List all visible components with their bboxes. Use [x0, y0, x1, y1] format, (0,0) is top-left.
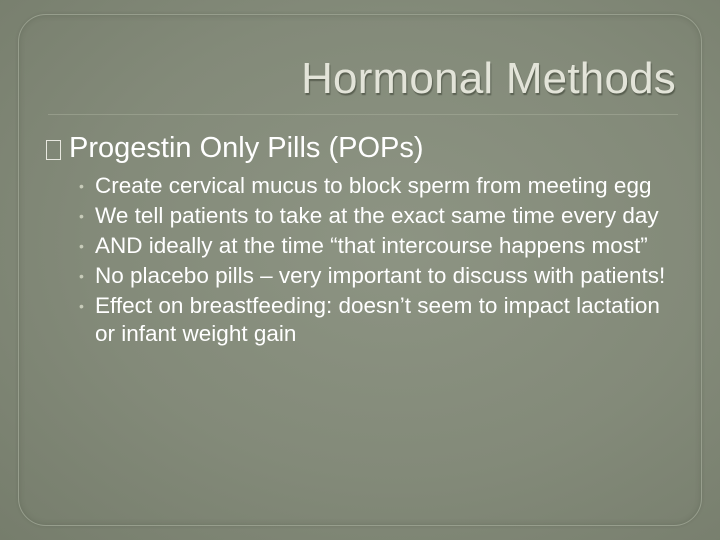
sub-bullet-item	[76, 292, 676, 348]
sub-bullet-text: Create cervical mucus to block sperm from meeting egg	[95, 173, 652, 198]
sub-bullet-item	[76, 232, 676, 260]
dot-bullet-icon: •	[79, 298, 84, 314]
sub-bullet-text: We tell patients to take at the exact same time every day	[95, 203, 659, 228]
sub-bullet-list	[76, 172, 676, 350]
sub-bullet-text: No placebo pills – very important to discuss with patients!	[95, 263, 666, 288]
sub-bullet-item	[76, 202, 676, 230]
box-bullet-icon	[46, 140, 61, 160]
slide-title: Hormonal Methods	[301, 54, 676, 103]
sub-bullet-text: Effect on breastfeeding: doesn’t seem to impact lactation or infant weight gain	[95, 293, 660, 346]
dot-bullet-icon: •	[79, 268, 84, 284]
title-divider	[48, 114, 678, 115]
dot-bullet-icon: •	[79, 238, 84, 254]
main-bullet-text: Progestin Only Pills (POPs)	[69, 132, 424, 164]
dot-bullet-icon: •	[79, 178, 84, 194]
sub-bullet-item	[76, 262, 676, 290]
dot-bullet-icon: •	[79, 208, 84, 224]
sub-bullet-item	[76, 172, 676, 200]
main-bullet	[46, 132, 424, 165]
sub-bullet-text: AND ideally at the time “that intercourse happens most”	[95, 233, 648, 258]
